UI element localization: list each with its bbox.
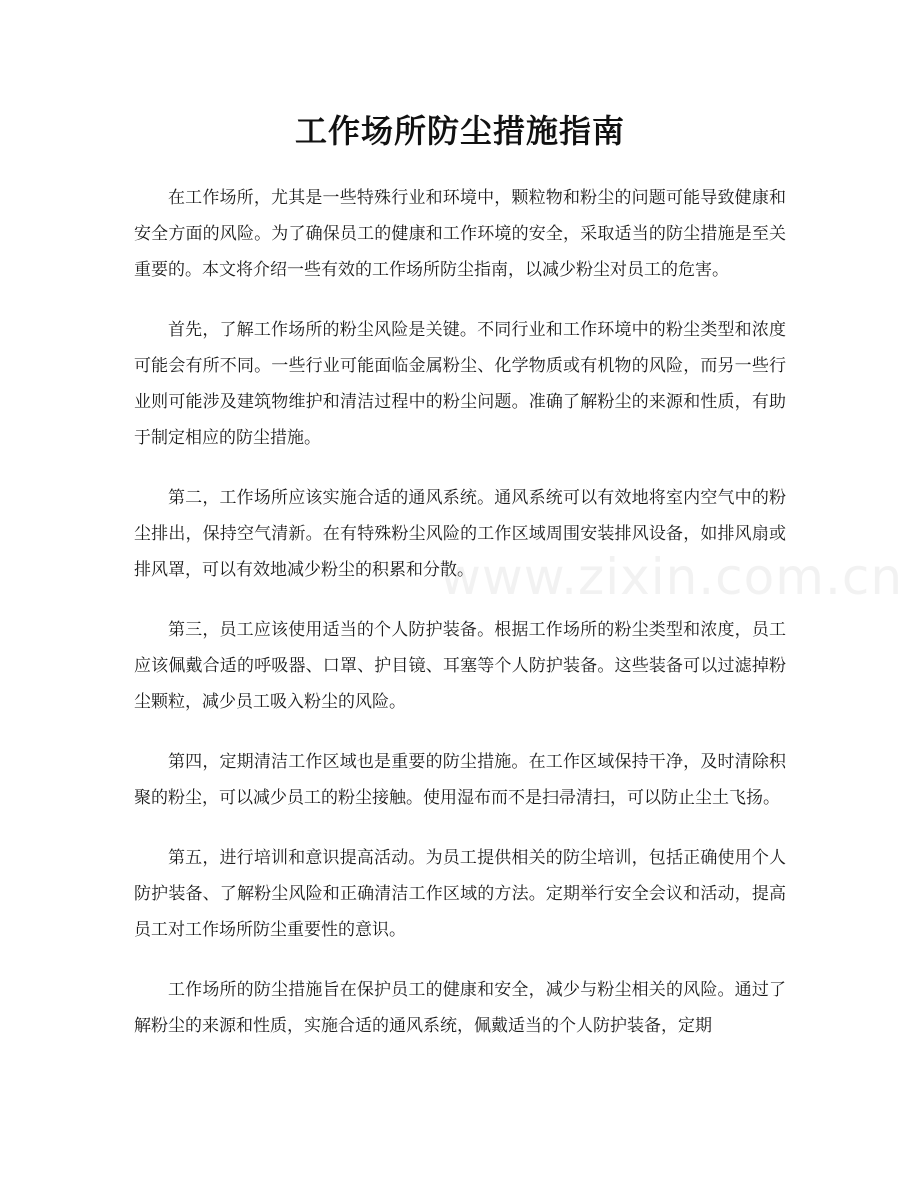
paragraph-conclusion: 工作场所的防尘措施旨在保护员工的健康和安全，减少与粉尘相关的风险。通过了解粉尘的来源和性质，实施合适的通风系统，佩戴适当的个人防护装备，定期 <box>134 980 786 1036</box>
paragraph-fifth: 第五，进行培训和意识提高活动。为员工提供相关的防尘培训，包括正确使用个人防护装备、了解粉尘风险和正确清洁工作区域的方法。定期举行安全会议和活动，提高员工对工作场所防尘重要性的意识。 <box>134 848 786 940</box>
document-title: 工作场所防尘措施指南 <box>294 112 625 150</box>
paragraph-fourth: 第四，定期清洁工作区域也是重要的防尘措施。在工作区域保持干净，及时清除积聚的粉尘，可以减少员工的粉尘接触。使用湿布而不是扫帚清扫，可以防止尘土飞扬。 <box>134 752 786 808</box>
paragraph-second: 第二，工作场所应该实施合适的通风系统。通风系统可以有效地将室内空气中的粉尘排出，保持空气清新。在有特殊粉尘风险的工作区域周围安装排风设备，如排风扇或排风罩，可以有效地减少粉尘的积累和分散。 <box>134 488 786 580</box>
watermark-text: www.zixin.com.cn <box>440 548 904 606</box>
paragraph-first: 首先，了解工作场所的粉尘风险是关键。不同行业和工作环境中的粉尘类型和浓度可能会有所不同。一些行业可能面临金属粉尘、化学物质或有机物的风险，而另一些行业则可能涉及建筑物维护和清洁过程中的粉尘问题。准确了解粉尘的来源和性质，有助于制定相应的防尘措施。 <box>134 320 786 448</box>
paragraph-third: 第三，员工应该使用适当的个人防护装备。根据工作场所的粉尘类型和浓度，员工应该佩戴合适的呼吸器、口罩、护目镜、耳塞等个人防护装备。这些装备可以过滤掉粉尘颗粒，减少员工吸入粉尘的风险。 <box>134 620 786 712</box>
document-body <box>134 180 786 1068</box>
paragraph-intro: 在工作场所，尤其是一些特殊行业和环境中，颗粒物和粉尘的问题可能导致健康和安全方面的风险。为了确保员工的健康和工作环境的安全，采取适当的防尘措施是至关重要的。本文将介绍一些有效的工作场所防尘指南，以减少粉尘对员工的危害。 <box>134 188 786 280</box>
